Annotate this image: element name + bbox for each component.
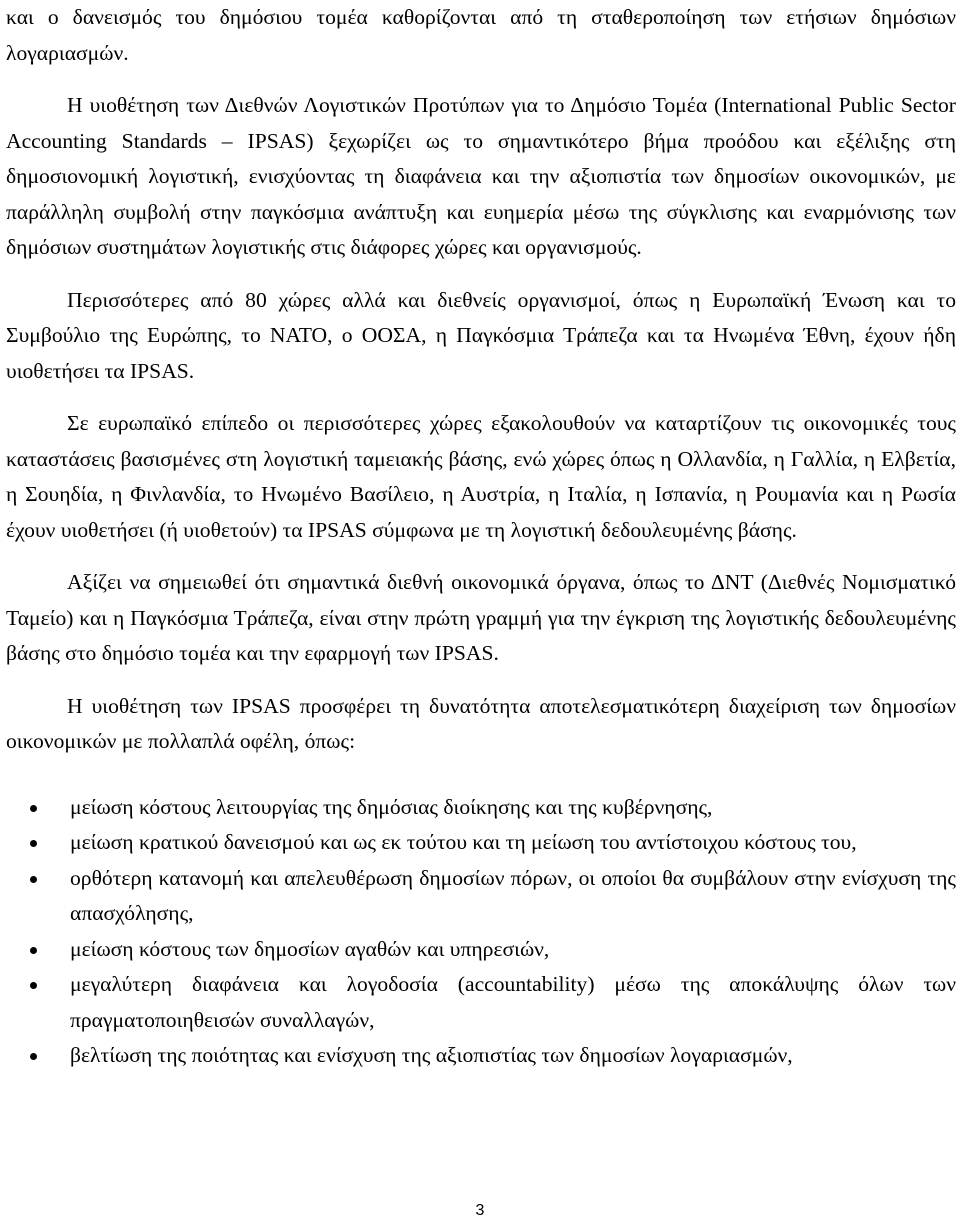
paragraph-benefits-intro: Η υιοθέτηση των IPSAS προσφέρει τη δυνατότητα αποτελεσματικότερη διαχείριση των δημοσίων οικονομικών με πολλαπλά οφέλη, όπως:	[6, 693, 956, 753]
document-page	[6, 0, 956, 1074]
list-item	[6, 861, 956, 932]
list-item-text: βελτίωση της ποιότητας και ενίσχυση της αξιοπιστίας των δημοσίων λογαριασμών,	[70, 1043, 793, 1067]
list-item	[6, 932, 956, 968]
page-number: 3	[475, 1202, 485, 1219]
list-item	[6, 825, 956, 861]
paragraph-ipsas-adoption: Η υιοθέτηση των Διεθνών Λογιστικών Προτύπων για το Δημόσιο Τομέα (International Public Sector Accounting Standards – IPSAS) ξεχωρίζει ως το σημαντικότερο βήμα προόδου και εξέλιξης στη δημοσιονομική λογιστική, ενισχύοντας τη διαφάνεια και την αξιοπιστία των δημοσίων οικονομικών, με παράλληλη συμβολή στην παγκόσμια ανάπτυξη και ευημερία μέσω της σύγκλισης και εναρμόνισης των δημόσιων συστημάτων λογιστικής στις διάφορες χώρες και οργανισμούς.	[6, 93, 956, 259]
list-item-text: μείωση κρατικού δανεισμού και ως εκ τούτου και τη μείωση του αντίστοιχου κόστους του,	[70, 830, 857, 854]
list-item-text: ορθότερη κατανομή και απελευθέρωση δημοσίων πόρων, οι οποίοι θα συμβάλουν στην ενίσχυση της απασχόλησης,	[70, 865, 956, 925]
paragraph-european-level: Σε ευρωπαϊκό επίπεδο οι περισσότερες χώρες εξακολουθούν να καταρτίζουν τις οικονομικές τους καταστάσεις βασισμένες στη λογιστική ταμειακής βάσης, ενώ χώρες όπως η Ολλανδία, η Γαλλία, η Ελβετία, η Σουηδία, η Φινλανδία, το Ηνωμένο Βασίλειο, η Αυστρία, η Ιταλία, η Ισπανία, η Ρουμανία και η Ρωσία έχουν υιοθετήσει (ή υιοθετούν) τα IPSAS σύμφωνα με τη λογιστική δεδουλευμένης βάσης.	[6, 411, 956, 542]
list-item-text: μείωση κόστους των δημοσίων αγαθών και υπηρεσιών,	[70, 936, 550, 961]
bullet-icon	[30, 982, 37, 989]
list-item-text: μεγαλύτερη διαφάνεια και λογοδοσία (accountability) μέσω της αποκάλυψης όλων των πραγματοποιηθεισών συναλλαγών,	[70, 972, 956, 1032]
bullet-icon	[30, 840, 37, 847]
list-item	[6, 967, 956, 1038]
list-item-text: μείωση κόστους λειτουργίας της δημόσιας διοίκησης και της κυβέρνησης,	[70, 794, 713, 819]
paragraph-countries-adopted: Περισσότερες από 80 χώρες αλλά και διεθνείς οργανισμοί, όπως η Ευρωπαϊκή Ένωση και το Συμβούλιο της Ευρώπης, το ΝΑΤΟ, ο ΟΟΣΑ, η Παγκόσμια Τράπεζα και τα Ηνωμένα Έθνη, έχουν ήδη υιοθετήσει τα IPSAS.	[6, 287, 956, 383]
bullet-icon	[30, 876, 37, 883]
bullet-icon	[30, 1053, 37, 1060]
bullet-icon	[30, 805, 37, 812]
list-item	[6, 790, 956, 826]
bullet-icon	[30, 947, 37, 954]
paragraph-international-bodies: Αξίζει να σημειωθεί ότι σημαντικά διεθνή οικονομικά όργανα, όπως το ΔΝΤ (Διεθνές Νομισματικό Ταμείο) και η Παγκόσμια Τράπεζα, είναι στην πρώτη γραμμή για την έγκριση της λογιστικής δεδουλευμένης βάσης στο δημόσιο τομέα και την εφαρμογή των IPSAS.	[6, 570, 956, 665]
list-item	[6, 1038, 956, 1074]
paragraph-continuation: και ο δανεισμός του δημόσιου τομέα καθορίζονται από τη σταθεροποίηση των ετήσιων δημόσιων λογαριασμών.	[6, 5, 956, 65]
benefits-list	[6, 790, 956, 1074]
